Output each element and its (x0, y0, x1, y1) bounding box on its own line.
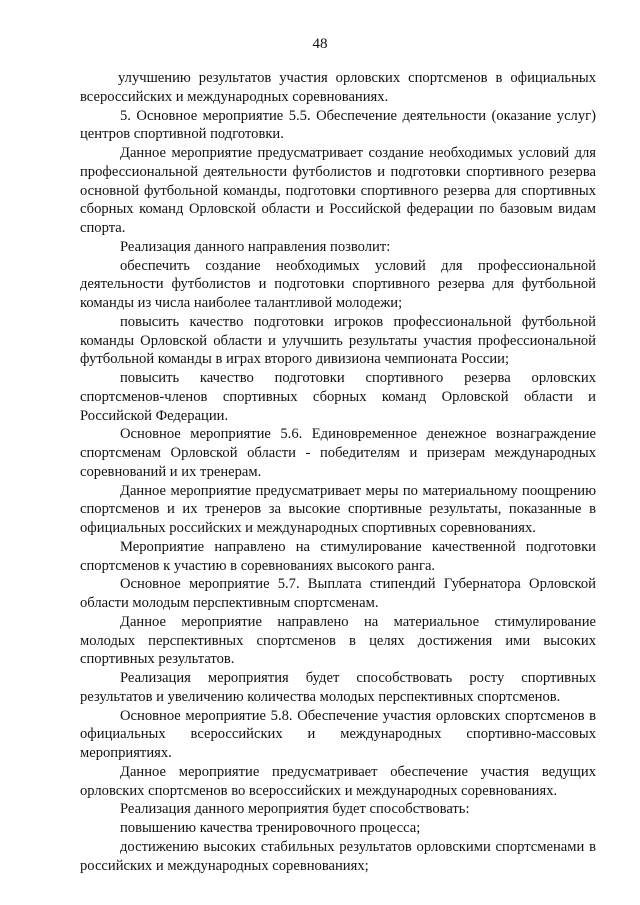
paragraph: Данное мероприятие предусматривает меры по материальному поощрению спортсменов и их тренеров за высокие спортивные результаты, показанные в официальных российских и международных спортивных соревнованиях. (80, 482, 596, 536)
paragraph: Мероприятие направлено на стимулирование качественной подготовки спортсменов к участию в соревнованиях высокого ранга. (80, 538, 596, 574)
page-number: 48 (312, 36, 328, 52)
paragraph: Реализация данного мероприятия будет способствовать: (120, 801, 470, 818)
document-body (80, 69, 596, 875)
paragraph: повышению качества тренировочного процесса; (120, 820, 421, 836)
paragraph: достижению высоких стабильных результатов орловскими спортсменами в российских и международных соревнованиях; (80, 838, 596, 874)
paragraph: повысить качество подготовки игроков профессиональной футбольной команды Орловской области и улучшить результаты участия профессиональной футбольной команды в играх второго дивизиона чемпионата России; (80, 313, 596, 368)
paragraph: 5. Основное мероприятие 5.5. Обеспечение деятельности (оказание услуг) центров спортивной подготовки. (80, 107, 596, 143)
paragraph: обеспечить создание необходимых условий для профессиональной деятельности футболистов и подготовки спортивного резерва для футбольной команды из числа наиболее талантливой молодежи; (80, 257, 596, 311)
paragraph: повысить качество подготовки спортивного резерва орловских спортсменов-членов спортивных сборных команд Орловской области и Российской Федерации. (80, 370, 596, 424)
paragraph: Данное мероприятие направлено на материальное стимулирование молодых перспективных спортсменов в целях достижения ими высоких спортивных результатов. (80, 613, 596, 668)
paragraph: Основное мероприятие 5.6. Единовременное денежное вознаграждение спортсменам Орловской области - победителям и призерам международных соревнований и их тренерам. (80, 426, 596, 480)
paragraph: Реализация мероприятия будет способствовать росту спортивных результатов и увеличению количества молодых перспективных спортсменов. (80, 670, 596, 705)
paragraph: улучшению результатов участия орловских спортсменов в официальных всероссийских и международных соревнованиях. (80, 70, 596, 105)
paragraph: Данное мероприятие предусматривает создание необходимых условий для профессиональной деятельности футболистов и подготовки спортивного резерва основной футбольной команды, подготовки спортивного резерва для спортивных сборных команд Орловской области и Российской федерации по базовым видам спорта. (80, 145, 596, 236)
paragraph: Реализация данного направления позволит: (120, 238, 391, 255)
paragraph: Данное мероприятие предусматривает обеспечение участия ведущих орловских спортсменов во всероссийских и международных соревнованиях. (80, 763, 596, 799)
paragraph: Основное мероприятие 5.8. Обеспечение участия орловских спортсменов в официальных всероссийских и международных спортивно-массовых мероприятиях. (80, 707, 596, 761)
paragraph: Основное мероприятие 5.7. Выплата стипендий Губернатора Орловской области молодым перспективным спортсменам. (80, 576, 596, 611)
